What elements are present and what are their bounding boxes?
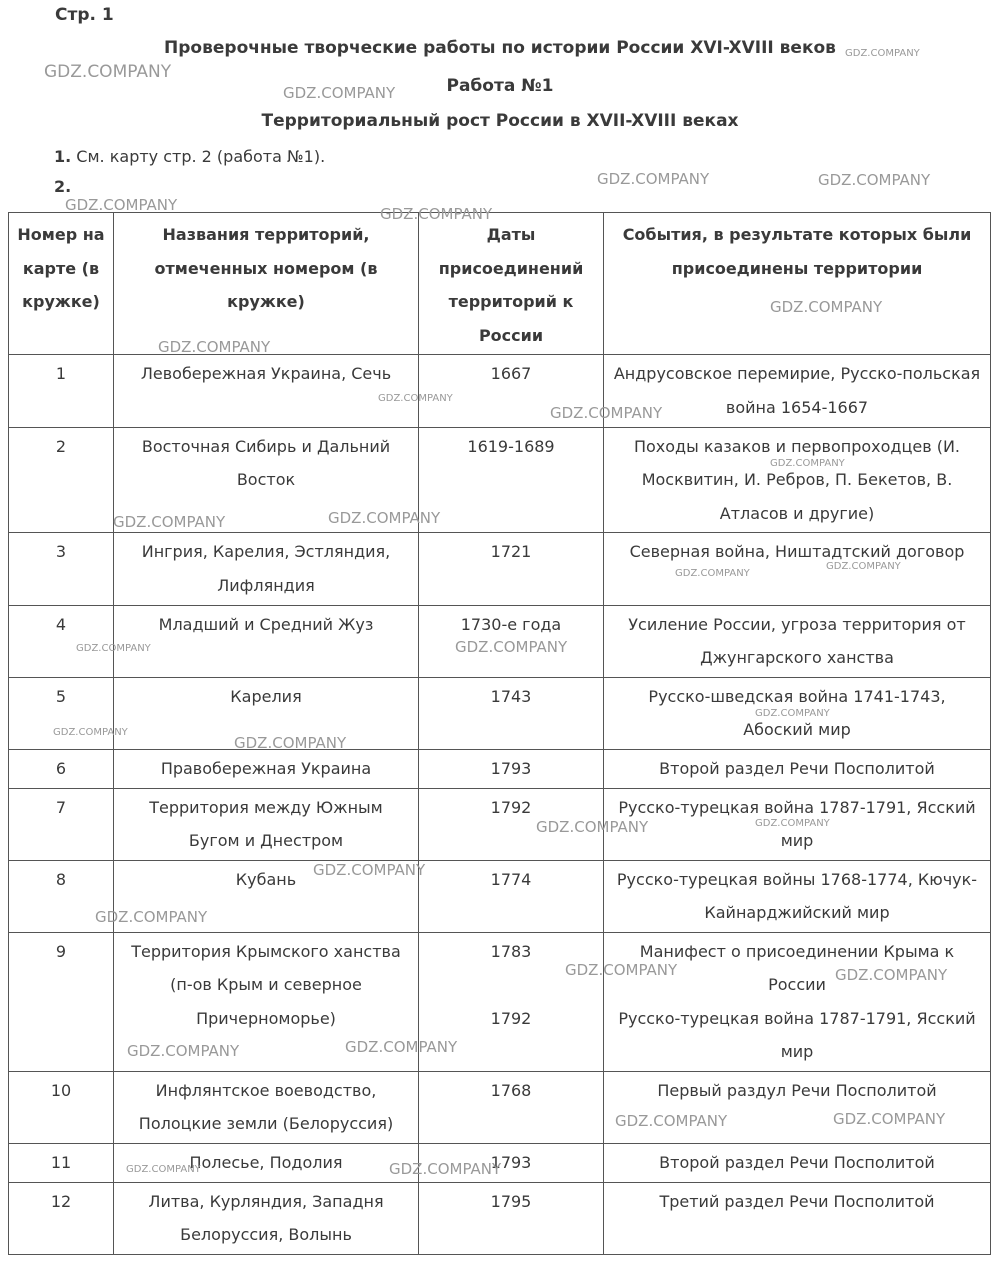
cell-number: 2 xyxy=(9,427,114,533)
cell-number: 9 xyxy=(9,932,114,1071)
table-row xyxy=(9,749,991,788)
cell-date: 1795 xyxy=(419,1182,604,1254)
watermark: GDZ.COMPANY xyxy=(818,171,931,189)
header-territory-names: Названия территорий, отмеченных номером (в кружке) xyxy=(114,213,419,355)
cell-territory: Младший и Средний Жуз xyxy=(114,605,419,677)
cell-date: 1743 xyxy=(419,677,604,749)
work-number-heading: Работа №1 xyxy=(446,76,554,96)
cell-date: 1768 xyxy=(419,1071,604,1143)
cell-date xyxy=(419,932,604,1071)
table-row xyxy=(9,427,991,533)
header-number-on-map: Номер на карте (в кружке) xyxy=(9,213,114,355)
watermark: GDZ.COMPANY xyxy=(328,509,441,527)
cell-territory: Левобережная Украина, Сечь xyxy=(114,355,419,427)
watermark: GDZ.COMPANY xyxy=(158,338,271,356)
document-title: Проверочные творческие работы по истории России XVI-XVIII веков xyxy=(164,38,836,58)
watermark: GDZ.COMPANY xyxy=(536,818,649,836)
watermark: GDZ.COMPANY xyxy=(234,734,347,752)
task-2-line xyxy=(54,177,71,196)
cell-event xyxy=(604,932,991,1071)
cell-territory: Восточная Сибирь и Дальний Восток xyxy=(114,427,419,533)
cell-event: Первый раздул Речи Посполитой xyxy=(604,1071,991,1143)
cell-event: Походы казаков и первопроходцев (И. Москвитин, И. Ребров, П. Бекетов, В. Атласов и другие) xyxy=(604,427,991,533)
watermark: GDZ.COMPANY xyxy=(597,170,710,188)
watermark: GDZ.COMPANY xyxy=(845,48,920,59)
table-row xyxy=(9,788,991,860)
cell-event: Русско-турецкая войны 1768-1774, Кючук-Кайнарджийский мир xyxy=(604,860,991,932)
cell-territory: Территория между Южным Бугом и Днестром xyxy=(114,788,419,860)
cell-number: 3 xyxy=(9,533,114,605)
watermark: GDZ.COMPANY xyxy=(283,84,396,102)
watermark: GDZ.COMPANY xyxy=(675,568,750,579)
cell-territory: Правобережная Украина xyxy=(114,749,419,788)
cell-number: 6 xyxy=(9,749,114,788)
cell-date: 1774 xyxy=(419,860,604,932)
table-row xyxy=(9,1144,991,1183)
cell-number: 10 xyxy=(9,1071,114,1143)
table-row xyxy=(9,932,991,1071)
task-1-text: См. карту стр. 2 (работа №1). xyxy=(71,147,326,166)
cell-date-first: 1783 xyxy=(490,941,532,961)
table-row xyxy=(9,1071,991,1143)
page-number-label: Стр. 1 xyxy=(55,5,114,25)
cell-event: Русско-шведская война 1741-1743, Абоский мир xyxy=(604,677,991,749)
work-topic-heading: Территориальный рост России в XVII-XVIII веках xyxy=(261,111,739,131)
cell-number: 4 xyxy=(9,605,114,677)
watermark: GDZ.COMPANY xyxy=(113,513,226,531)
cell-event: Второй раздел Речи Посполитой xyxy=(604,1144,991,1183)
watermark: GDZ.COMPANY xyxy=(826,561,901,572)
cell-number: 7 xyxy=(9,788,114,860)
cell-event: Русско-турецкая война 1787-1791, Ясский мир xyxy=(604,788,991,860)
watermark: GDZ.COMPANY xyxy=(65,196,178,214)
watermark: GDZ.COMPANY xyxy=(770,298,883,316)
cell-number: 11 xyxy=(9,1144,114,1183)
watermark: GDZ.COMPANY xyxy=(755,708,830,719)
watermark: GDZ.COMPANY xyxy=(455,638,568,656)
watermark: GDZ.COMPANY xyxy=(389,1160,502,1178)
watermark: GDZ.COMPANY xyxy=(76,643,151,654)
cell-number: 5 xyxy=(9,677,114,749)
watermark: GDZ.COMPANY xyxy=(378,393,453,404)
cell-territory: Полесье, Подолия xyxy=(114,1144,419,1183)
watermark: GDZ.COMPANY xyxy=(615,1112,728,1130)
cell-number: 1 xyxy=(9,355,114,427)
table-row xyxy=(9,605,991,677)
cell-event-second: Русско-турецкая война 1787-1791, Ясский мир xyxy=(618,1008,976,1062)
cell-date: 1793 xyxy=(419,1144,604,1183)
cell-event: Северная война, Ништадтский договор xyxy=(604,533,991,605)
watermark: GDZ.COMPANY xyxy=(127,1042,240,1060)
watermark: GDZ.COMPANY xyxy=(44,62,172,82)
cell-event-first: Манифест о присоединении Крыма к России xyxy=(639,941,955,995)
cell-date: 1667 xyxy=(419,355,604,427)
watermark: GDZ.COMPANY xyxy=(53,727,128,738)
table-header-row xyxy=(9,213,991,355)
cell-date: 1792 xyxy=(419,788,604,860)
cell-date-second: 1792 xyxy=(490,1008,532,1028)
watermark: GDZ.COMPANY xyxy=(380,205,493,223)
cell-event: Усиление России, угроза территория от Джунгарского ханства xyxy=(604,605,991,677)
table-row xyxy=(9,677,991,749)
cell-date: 1793 xyxy=(419,749,604,788)
cell-territory: Территория Крымского ханства (п-ов Крым и северное Причерноморье) xyxy=(114,932,419,1071)
cell-territory: Кубань xyxy=(114,860,419,932)
watermark: GDZ.COMPANY xyxy=(770,458,845,469)
table-row xyxy=(9,533,991,605)
watermark: GDZ.COMPANY xyxy=(550,404,663,422)
watermark: GDZ.COMPANY xyxy=(755,818,830,829)
cell-territory: Литва, Курляндия, Западня Белоруссия, Волынь xyxy=(114,1182,419,1254)
cell-date: 1619-1689 xyxy=(419,427,604,533)
task-2-number: 2. xyxy=(54,177,72,196)
task-1-number: 1. xyxy=(54,147,72,166)
table-row xyxy=(9,860,991,932)
header-events: События, в результате которых были присоединены территории xyxy=(604,213,991,355)
cell-event: Второй раздел Речи Посполитой xyxy=(604,749,991,788)
table-row xyxy=(9,1182,991,1254)
cell-number: 8 xyxy=(9,860,114,932)
cell-event: Андрусовское перемирие, Русско-польская война 1654-1667 xyxy=(604,355,991,427)
cell-date: 1730-е года xyxy=(419,605,604,677)
watermark: GDZ.COMPANY xyxy=(95,908,208,926)
header-annexation-dates: Даты присоединений территорий к России xyxy=(419,213,604,355)
watermark: GDZ.COMPANY xyxy=(833,1110,946,1128)
watermark: GDZ.COMPANY xyxy=(126,1164,201,1175)
cell-territory: Ингрия, Карелия, Эстляндия, Лифляндия xyxy=(114,533,419,605)
watermark: GDZ.COMPANY xyxy=(835,966,948,984)
cell-territory: Карелия xyxy=(114,677,419,749)
task-1-line xyxy=(54,147,325,166)
watermark: GDZ.COMPANY xyxy=(345,1038,458,1056)
cell-date: 1721 xyxy=(419,533,604,605)
territories-table xyxy=(8,212,991,1255)
cell-event: Третий раздел Речи Посполитой xyxy=(604,1182,991,1254)
cell-territory: Инфлянтское воеводство, Полоцкие земли (Белоруссия) xyxy=(114,1071,419,1143)
cell-number: 12 xyxy=(9,1182,114,1254)
watermark: GDZ.COMPANY xyxy=(313,861,426,879)
watermark: GDZ.COMPANY xyxy=(565,961,678,979)
table-row xyxy=(9,355,991,427)
